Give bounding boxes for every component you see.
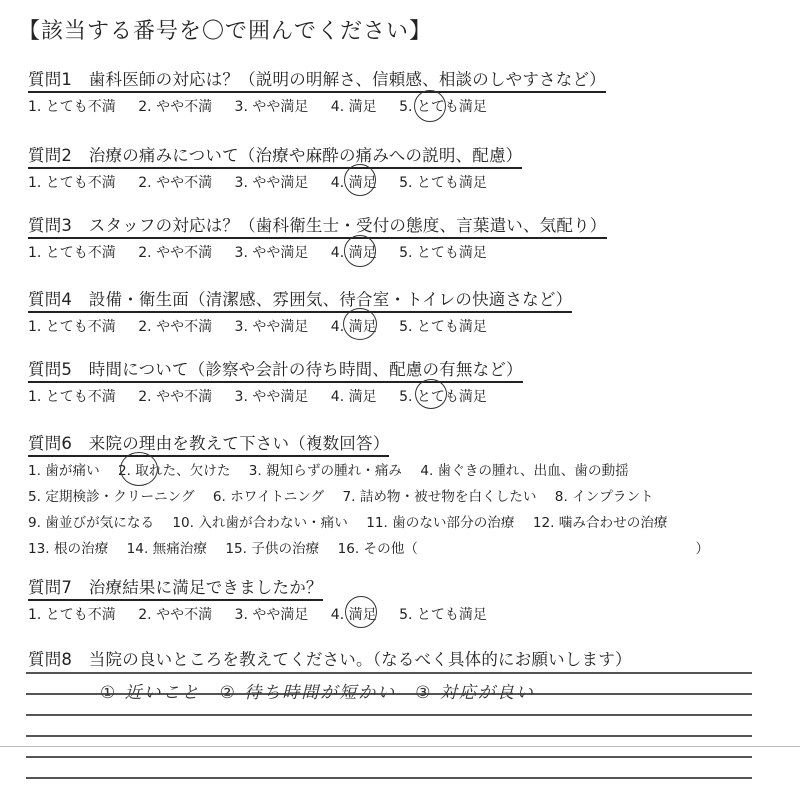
answer-line bbox=[26, 672, 752, 674]
answer-line bbox=[26, 714, 752, 716]
options-row bbox=[28, 458, 723, 484]
question-8 bbox=[28, 646, 632, 671]
option-2[interactable]: 2. やや不満 bbox=[138, 319, 213, 335]
reason-option[interactable]: 5. 定期検診・クリーニング bbox=[28, 489, 195, 505]
question-4-title: 質問4 設備・衛生面（清潔感、雰囲気、待合室・トイレの快適さなど） bbox=[28, 286, 572, 313]
options-row bbox=[28, 536, 723, 562]
question-1-options bbox=[28, 96, 606, 116]
option-4[interactable]: 4. 満足 bbox=[330, 245, 377, 261]
option-2[interactable]: 2. やや不満 bbox=[138, 175, 213, 191]
option-3[interactable]: 3. やや満足 bbox=[234, 99, 309, 115]
reason-option[interactable]: 10. 入れ歯が合わない・痛い bbox=[172, 515, 348, 531]
question-3-options bbox=[28, 242, 607, 262]
question-1 bbox=[28, 66, 606, 116]
question-2-title: 質問2 治療の痛みについて（治療や麻酔の痛みへの説明、配慮） bbox=[28, 142, 522, 169]
option-4[interactable]: 4. 満足 bbox=[330, 607, 377, 623]
reason-option[interactable]: 9. 歯並びが気になる bbox=[28, 515, 155, 531]
reason-option[interactable]: 4. 歯ぐきの腫れ、出血、歯の動揺 bbox=[420, 463, 629, 479]
reason-option[interactable]: 8. インプラント bbox=[554, 489, 654, 505]
option-1[interactable]: 1. とても不満 bbox=[28, 319, 116, 335]
reason-option[interactable]: 3. 親知らずの腫れ・痛み bbox=[248, 463, 403, 479]
option-2[interactable]: 2. やや不満 bbox=[138, 99, 213, 115]
reason-option[interactable]: 7. 詰め物・被せ物を白くしたい bbox=[342, 489, 537, 505]
question-8-title: 質問8 当院の良いところを教えてください。（なるべく具体的にお願いします） bbox=[28, 650, 632, 669]
question-7-options bbox=[28, 604, 505, 624]
option-3[interactable]: 3. やや満足 bbox=[234, 319, 309, 335]
other-close-paren: ） bbox=[695, 541, 710, 557]
question-3 bbox=[28, 212, 607, 262]
form-heading: 【該当する番号を〇で囲んでください】 bbox=[18, 19, 433, 44]
question-7-title: 質問7 治療結果に満足できましたか？ bbox=[28, 574, 323, 601]
question-3-title: 質問3 スタッフの対応は？（歯科衛生士・受付の態度、言葉遣い、気配り） bbox=[28, 212, 607, 239]
question-6-title: 質問6 来院の理由を教えて下さい（複数回答） bbox=[28, 430, 389, 457]
question-6-options bbox=[28, 458, 723, 562]
reason-option[interactable]: 15. 子供の治療 bbox=[225, 541, 320, 557]
options-row bbox=[28, 484, 723, 510]
page-fold-line bbox=[0, 746, 800, 747]
option-3[interactable]: 3. やや満足 bbox=[234, 245, 309, 261]
other-option[interactable]: 16. その他（ bbox=[337, 541, 418, 557]
option-5[interactable]: 5. とても満足 bbox=[399, 245, 487, 261]
option-1[interactable]: 1. とても不満 bbox=[28, 245, 116, 261]
question-4-options bbox=[28, 316, 572, 336]
option-1[interactable]: 1. とても不満 bbox=[28, 389, 116, 405]
option-5[interactable]: 5. とても満足 bbox=[399, 99, 487, 115]
option-4[interactable]: 4. 満足 bbox=[330, 389, 377, 405]
reason-option[interactable]: 12. 噛み合わせの治療 bbox=[532, 515, 668, 531]
option-1[interactable]: 1. とても不満 bbox=[28, 607, 116, 623]
answer-line bbox=[26, 756, 752, 758]
handwritten-answer[interactable]: ① 近いこと ② 待ち時間が短かい ③ 対応が良い bbox=[100, 683, 535, 703]
question-4 bbox=[28, 286, 572, 336]
question-6 bbox=[28, 430, 723, 562]
reason-option[interactable]: 1. 歯が痛い bbox=[28, 463, 100, 479]
question-5-title: 質問5 時間について（診察や会計の待ち時間、配慮の有無など） bbox=[28, 356, 523, 383]
reason-option[interactable]: 14. 無痛治療 bbox=[126, 541, 207, 557]
option-4[interactable]: 4. 満足 bbox=[330, 175, 377, 191]
option-3[interactable]: 3. やや満足 bbox=[234, 607, 309, 623]
question-5-options bbox=[28, 386, 523, 406]
question-7 bbox=[28, 574, 505, 624]
answer-line bbox=[26, 735, 752, 737]
option-3[interactable]: 3. やや満足 bbox=[234, 175, 309, 191]
reason-option[interactable]: 2. 取れた、欠けた bbox=[118, 463, 231, 479]
reason-option[interactable]: 13. 根の治療 bbox=[28, 541, 109, 557]
answer-line bbox=[26, 777, 752, 779]
question-2-options bbox=[28, 172, 522, 192]
option-4[interactable]: 4. 満足 bbox=[330, 99, 377, 115]
question-2 bbox=[28, 142, 522, 192]
question-5 bbox=[28, 356, 523, 406]
option-2[interactable]: 2. やや不満 bbox=[138, 607, 213, 623]
reason-option[interactable]: 11. 歯のない部分の治療 bbox=[366, 515, 515, 531]
option-5[interactable]: 5. とても満足 bbox=[399, 175, 487, 191]
option-5[interactable]: 5. とても満足 bbox=[399, 389, 487, 405]
option-1[interactable]: 1. とても不満 bbox=[28, 99, 116, 115]
option-3[interactable]: 3. やや満足 bbox=[234, 389, 309, 405]
option-1[interactable]: 1. とても不満 bbox=[28, 175, 116, 191]
option-2[interactable]: 2. やや不満 bbox=[138, 389, 213, 405]
option-5[interactable]: 5. とても満足 bbox=[399, 319, 487, 335]
option-2[interactable]: 2. やや不満 bbox=[138, 245, 213, 261]
question-1-title: 質問1 歯科医師の対応は？（説明の明解さ、信頼感、相談のしやすさなど） bbox=[28, 66, 606, 93]
option-5[interactable]: 5. とても満足 bbox=[399, 607, 487, 623]
option-4[interactable]: 4. 満足 bbox=[330, 319, 377, 335]
reason-option[interactable]: 6. ホワイトニング bbox=[212, 489, 325, 505]
options-row bbox=[28, 510, 723, 536]
